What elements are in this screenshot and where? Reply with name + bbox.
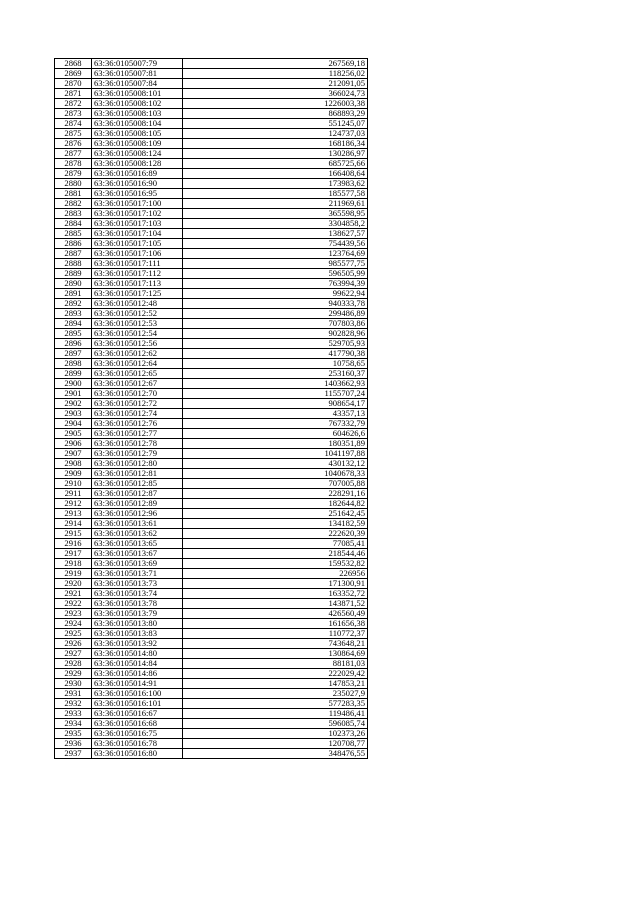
cadastral-number-cell: 63:36:0105008:109 (92, 139, 183, 149)
table-row (55, 139, 368, 149)
cadastral-number-cell: 63:36:0105012:77 (92, 429, 183, 439)
row-number-cell: 2926 (55, 639, 92, 649)
table-row (55, 319, 368, 329)
cadastral-value-cell: 3304858,2 (183, 219, 368, 229)
cadastral-value-cell: 134182,59 (183, 519, 368, 529)
cadastral-number-cell: 63:36:0105012:87 (92, 489, 183, 499)
cadastral-number-cell: 63:36:0105016:67 (92, 709, 183, 719)
row-number-cell: 2871 (55, 89, 92, 99)
cadastral-value-cell: 123764,69 (183, 249, 368, 259)
cadastral-value-cell: 228291,16 (183, 489, 368, 499)
table-row (55, 149, 368, 159)
cadastral-value-cell: 417790,38 (183, 349, 368, 359)
cadastral-value-cell: 707803,86 (183, 319, 368, 329)
row-number-cell: 2886 (55, 239, 92, 249)
table-row (55, 589, 368, 599)
row-number-cell: 2868 (55, 59, 92, 69)
row-number-cell: 2915 (55, 529, 92, 539)
cadastral-value-cell: 173983,62 (183, 179, 368, 189)
row-number-cell: 2879 (55, 169, 92, 179)
cadastral-number-cell: 63:36:0105013:67 (92, 549, 183, 559)
cadastral-value-cell: 1403662,93 (183, 379, 368, 389)
row-number-cell: 2895 (55, 329, 92, 339)
cadastral-number-cell: 63:36:0105008:104 (92, 119, 183, 129)
row-number-cell: 2912 (55, 499, 92, 509)
table-row (55, 599, 368, 609)
row-number-cell: 2872 (55, 99, 92, 109)
table-row (55, 389, 368, 399)
cadastral-number-cell: 63:36:0105007:79 (92, 59, 183, 69)
row-number-cell: 2875 (55, 129, 92, 139)
table-row (55, 619, 368, 629)
cadastral-value-cell: 1155707,24 (183, 389, 368, 399)
cadastral-value-cell: 529705,93 (183, 339, 368, 349)
cadastral-number-cell: 63:36:0105017:106 (92, 249, 183, 259)
row-number-cell: 2899 (55, 369, 92, 379)
row-number-cell: 2922 (55, 599, 92, 609)
cadastral-number-cell: 63:36:0105012:78 (92, 439, 183, 449)
cadastral-value-cell: 577283,35 (183, 699, 368, 709)
row-number-cell: 2876 (55, 139, 92, 149)
row-number-cell: 2914 (55, 519, 92, 529)
cadastral-number-cell: 63:36:0105016:95 (92, 189, 183, 199)
row-number-cell: 2902 (55, 399, 92, 409)
row-number-cell: 2887 (55, 249, 92, 259)
cadastral-value-cell: 604626,6 (183, 429, 368, 439)
cadastral-value-cell: 763994,39 (183, 279, 368, 289)
table-row (55, 519, 368, 529)
cadastral-value-cell: 267569,18 (183, 59, 368, 69)
cadastral-value-cell: 1041197,88 (183, 449, 368, 459)
row-number-cell: 2933 (55, 709, 92, 719)
cadastral-number-cell: 63:36:0105012:52 (92, 309, 183, 319)
cadastral-number-cell: 63:36:0105014:91 (92, 679, 183, 689)
cadastral-value-cell: 226956 (183, 569, 368, 579)
cadastral-number-cell: 63:36:0105013:69 (92, 559, 183, 569)
cadastral-value-cell: 211969,61 (183, 199, 368, 209)
cadastral-value-cell: 124737,03 (183, 129, 368, 139)
cadastral-number-cell: 63:36:0105017:102 (92, 209, 183, 219)
row-number-cell: 2901 (55, 389, 92, 399)
cadastral-number-cell: 63:36:0105017:112 (92, 269, 183, 279)
cadastral-value-cell: 138627,57 (183, 229, 368, 239)
table-row (55, 529, 368, 539)
cadastral-number-cell: 63:36:0105008:101 (92, 89, 183, 99)
table-row (55, 169, 368, 179)
row-number-cell: 2904 (55, 419, 92, 429)
cadastral-number-cell: 63:36:0105008:128 (92, 159, 183, 169)
cadastral-value-cell: 253160,37 (183, 369, 368, 379)
cadastral-value-cell: 99622,94 (183, 289, 368, 299)
cadastral-number-cell: 63:36:0105012:48 (92, 299, 183, 309)
table-row (55, 69, 368, 79)
cadastral-value-cell: 365598,95 (183, 209, 368, 219)
cadastral-number-cell: 63:36:0105013:71 (92, 569, 183, 579)
cadastral-value-cell: 182644,82 (183, 499, 368, 509)
table-row (55, 679, 368, 689)
row-number-cell: 2921 (55, 589, 92, 599)
cadastral-number-cell: 63:36:0105012:62 (92, 349, 183, 359)
cadastral-value-cell: 102373,26 (183, 729, 368, 739)
row-number-cell: 2874 (55, 119, 92, 129)
cadastral-number-cell: 63:36:0105016:68 (92, 719, 183, 729)
table-row (55, 509, 368, 519)
table-row (55, 309, 368, 319)
table-row (55, 269, 368, 279)
table-row (55, 159, 368, 169)
table-row (55, 479, 368, 489)
row-number-cell: 2881 (55, 189, 92, 199)
cadastral-value-cell: 143871,52 (183, 599, 368, 609)
cadastral-number-cell: 63:36:0105014:86 (92, 669, 183, 679)
cadastral-value-cell: 185577,58 (183, 189, 368, 199)
row-number-cell: 2919 (55, 569, 92, 579)
table-row (55, 439, 368, 449)
cadastral-value-cell: 908654,17 (183, 399, 368, 409)
cadastral-number-cell: 63:36:0105016:101 (92, 699, 183, 709)
row-number-cell: 2873 (55, 109, 92, 119)
cadastral-value-cell: 10758,65 (183, 359, 368, 369)
table-row (55, 239, 368, 249)
row-number-cell: 2918 (55, 559, 92, 569)
table-row (55, 539, 368, 549)
cadastral-number-cell: 63:36:0105008:102 (92, 99, 183, 109)
cadastral-value-cell: 754439,56 (183, 239, 368, 249)
cadastral-value-cell: 235027,9 (183, 689, 368, 699)
table-row (55, 89, 368, 99)
cadastral-value-cell: 1040678,33 (183, 469, 368, 479)
row-number-cell: 2910 (55, 479, 92, 489)
row-number-cell: 2896 (55, 339, 92, 349)
table-row (55, 279, 368, 289)
cadastral-value-cell: 166408,64 (183, 169, 368, 179)
table-row (55, 99, 368, 109)
table-row (55, 689, 368, 699)
cadastral-number-cell: 63:36:0105012:89 (92, 499, 183, 509)
table-row (55, 669, 368, 679)
row-number-cell: 2927 (55, 649, 92, 659)
cadastral-value-cell: 222029,42 (183, 669, 368, 679)
row-number-cell: 2889 (55, 269, 92, 279)
cadastral-number-cell: 63:36:0105012:72 (92, 399, 183, 409)
cadastral-number-cell: 63:36:0105014:80 (92, 649, 183, 659)
cadastral-value-cell: 596505,99 (183, 269, 368, 279)
table-row (55, 579, 368, 589)
cadastral-number-cell: 63:36:0105017:105 (92, 239, 183, 249)
cadastral-number-cell: 63:36:0105013:79 (92, 609, 183, 619)
row-number-cell: 2884 (55, 219, 92, 229)
cadastral-number-cell: 63:36:0105013:74 (92, 589, 183, 599)
table-row (55, 459, 368, 469)
table-row (55, 289, 368, 299)
table-row (55, 659, 368, 669)
cadastral-value-cell: 88181,03 (183, 659, 368, 669)
table-row (55, 559, 368, 569)
table-row (55, 449, 368, 459)
cadastral-value-cell: 171300,91 (183, 579, 368, 589)
cadastral-value-cell: 743648,21 (183, 639, 368, 649)
table-row (55, 629, 368, 639)
row-number-cell: 2925 (55, 629, 92, 639)
cadastral-value-cell: 218544,46 (183, 549, 368, 559)
cadastral-value-cell: 707005,88 (183, 479, 368, 489)
table-row (55, 219, 368, 229)
row-number-cell: 2882 (55, 199, 92, 209)
cadastral-number-cell: 63:36:0105016:100 (92, 689, 183, 699)
cadastral-value-cell: 551245,07 (183, 119, 368, 129)
row-number-cell: 2907 (55, 449, 92, 459)
table-row (55, 109, 368, 119)
cadastral-value-cell: 119486,41 (183, 709, 368, 719)
table-row (55, 59, 368, 69)
cadastral-number-cell: 63:36:0105012:76 (92, 419, 183, 429)
row-number-cell: 2888 (55, 259, 92, 269)
row-number-cell: 2931 (55, 689, 92, 699)
row-number-cell: 2936 (55, 739, 92, 749)
cadastral-number-cell: 63:36:0105012:80 (92, 459, 183, 469)
table-row (55, 379, 368, 389)
table-row (55, 189, 368, 199)
table-row (55, 639, 368, 649)
cadastral-value-cell: 168186,34 (183, 139, 368, 149)
row-number-cell: 2890 (55, 279, 92, 289)
row-number-cell: 2913 (55, 509, 92, 519)
cadastral-value-cell: 1226003,38 (183, 99, 368, 109)
cadastral-number-cell: 63:36:0105008:105 (92, 129, 183, 139)
row-number-cell: 2891 (55, 289, 92, 299)
row-number-cell: 2883 (55, 209, 92, 219)
cadastral-number-cell: 63:36:0105013:62 (92, 529, 183, 539)
cadastral-number-cell: 63:36:0105012:53 (92, 319, 183, 329)
cadastral-number-cell: 63:36:0105007:84 (92, 79, 183, 89)
row-number-cell: 2924 (55, 619, 92, 629)
cadastral-number-cell: 63:36:0105013:80 (92, 619, 183, 629)
table-row (55, 699, 368, 709)
cadastral-value-cell: 77085,41 (183, 539, 368, 549)
cadastral-number-cell: 63:36:0105007:81 (92, 69, 183, 79)
cadastral-number-cell: 63:36:0105013:92 (92, 639, 183, 649)
cadastral-number-cell: 63:36:0105012:85 (92, 479, 183, 489)
row-number-cell: 2911 (55, 489, 92, 499)
cadastral-number-cell: 63:36:0105013:61 (92, 519, 183, 529)
cadastral-number-cell: 63:36:0105012:70 (92, 389, 183, 399)
cadastral-number-cell: 63:36:0105017:125 (92, 289, 183, 299)
table-row (55, 229, 368, 239)
cadastral-number-cell: 63:36:0105012:54 (92, 329, 183, 339)
table-row (55, 499, 368, 509)
cadastral-number-cell: 63:36:0105013:78 (92, 599, 183, 609)
row-number-cell: 2880 (55, 179, 92, 189)
cadastral-number-cell: 63:36:0105016:89 (92, 169, 183, 179)
table-row (55, 549, 368, 559)
cadastral-number-cell: 63:36:0105017:113 (92, 279, 183, 289)
row-number-cell: 2935 (55, 729, 92, 739)
row-number-cell: 2930 (55, 679, 92, 689)
cadastral-value-cell: 222620,39 (183, 529, 368, 539)
cadastral-number-cell: 63:36:0105012:64 (92, 359, 183, 369)
cadastral-number-cell: 63:36:0105012:65 (92, 369, 183, 379)
cadastral-number-cell: 63:36:0105017:100 (92, 199, 183, 209)
cadastral-number-cell: 63:36:0105012:56 (92, 339, 183, 349)
table-row (55, 709, 368, 719)
table-row (55, 429, 368, 439)
row-number-cell: 2893 (55, 309, 92, 319)
row-number-cell: 2878 (55, 159, 92, 169)
table-row (55, 359, 368, 369)
table-row (55, 299, 368, 309)
table-row (55, 719, 368, 729)
row-number-cell: 2869 (55, 69, 92, 79)
cadastral-number-cell: 63:36:0105016:80 (92, 749, 183, 759)
cadastral-value-cell: 430132,12 (183, 459, 368, 469)
table-row (55, 749, 368, 759)
cadastral-value-cell: 348476,55 (183, 749, 368, 759)
table-row (55, 199, 368, 209)
cadastral-number-cell: 63:36:0105012:79 (92, 449, 183, 459)
table-row (55, 129, 368, 139)
table-row (55, 349, 368, 359)
table-row (55, 259, 368, 269)
row-number-cell: 2923 (55, 609, 92, 619)
cadastral-number-cell: 63:36:0105016:75 (92, 729, 183, 739)
table-row (55, 469, 368, 479)
row-number-cell: 2903 (55, 409, 92, 419)
table-row (55, 249, 368, 259)
table-row (55, 329, 368, 339)
cadastral-value-cell: 130286,97 (183, 149, 368, 159)
cadastral-value-table (54, 58, 368, 759)
row-number-cell: 2909 (55, 469, 92, 479)
cadastral-value-cell: 180351,89 (183, 439, 368, 449)
table-row (55, 419, 368, 429)
cadastral-number-cell: 63:36:0105017:103 (92, 219, 183, 229)
table-row (55, 609, 368, 619)
cadastral-value-cell: 43357,13 (183, 409, 368, 419)
row-number-cell: 2905 (55, 429, 92, 439)
table-row (55, 339, 368, 349)
row-number-cell: 2928 (55, 659, 92, 669)
cadastral-number-cell: 63:36:0105013:73 (92, 579, 183, 589)
row-number-cell: 2920 (55, 579, 92, 589)
cadastral-number-cell: 63:36:0105013:83 (92, 629, 183, 639)
table-row (55, 119, 368, 129)
row-number-cell: 2897 (55, 349, 92, 359)
row-number-cell: 2934 (55, 719, 92, 729)
cadastral-value-cell: 985577,75 (183, 259, 368, 269)
table-row (55, 649, 368, 659)
cadastral-value-cell: 130864,69 (183, 649, 368, 659)
cadastral-value-cell: 159532,82 (183, 559, 368, 569)
cadastral-number-cell: 63:36:0105013:65 (92, 539, 183, 549)
cadastral-number-cell: 63:36:0105012:96 (92, 509, 183, 519)
row-number-cell: 2908 (55, 459, 92, 469)
cadastral-number-cell: 63:36:0105012:67 (92, 379, 183, 389)
row-number-cell: 2932 (55, 699, 92, 709)
table-row (55, 79, 368, 89)
table-row (55, 569, 368, 579)
table-row (55, 739, 368, 749)
cadastral-number-cell: 63:36:0105017:104 (92, 229, 183, 239)
row-number-cell: 2917 (55, 549, 92, 559)
table-row (55, 209, 368, 219)
cadastral-value-cell: 147853,21 (183, 679, 368, 689)
row-number-cell: 2916 (55, 539, 92, 549)
table-row (55, 489, 368, 499)
cadastral-number-cell: 63:36:0105016:78 (92, 739, 183, 749)
cadastral-value-cell: 902828,96 (183, 329, 368, 339)
cadastral-number-cell: 63:36:0105012:81 (92, 469, 183, 479)
row-number-cell: 2885 (55, 229, 92, 239)
table-row (55, 369, 368, 379)
row-number-cell: 2892 (55, 299, 92, 309)
cadastral-value-cell: 110772,37 (183, 629, 368, 639)
row-number-cell: 2894 (55, 319, 92, 329)
row-number-cell: 2900 (55, 379, 92, 389)
row-number-cell: 2929 (55, 669, 92, 679)
cadastral-value-cell: 299486,89 (183, 309, 368, 319)
row-number-cell: 2870 (55, 79, 92, 89)
cadastral-value-cell: 767332,79 (183, 419, 368, 429)
cadastral-value-cell: 120708,77 (183, 739, 368, 749)
table-row (55, 179, 368, 189)
row-number-cell: 2877 (55, 149, 92, 159)
cadastral-number-cell: 63:36:0105012:74 (92, 409, 183, 419)
cadastral-value-cell: 940333,78 (183, 299, 368, 309)
cadastral-value-cell: 596085,74 (183, 719, 368, 729)
cadastral-number-cell: 63:36:0105016:90 (92, 179, 183, 189)
cadastral-number-cell: 63:36:0105014:84 (92, 659, 183, 669)
table-row (55, 399, 368, 409)
table-body (55, 59, 368, 759)
cadastral-value-cell: 118256,02 (183, 69, 368, 79)
cadastral-value-cell: 212091,05 (183, 79, 368, 89)
cadastral-value-cell: 868893,29 (183, 109, 368, 119)
cadastral-value-cell: 163352,72 (183, 589, 368, 599)
table-row (55, 729, 368, 739)
cadastral-value-cell: 251642,45 (183, 509, 368, 519)
row-number-cell: 2906 (55, 439, 92, 449)
cadastral-number-cell: 63:36:0105008:124 (92, 149, 183, 159)
row-number-cell: 2937 (55, 749, 92, 759)
cadastral-number-cell: 63:36:0105008:103 (92, 109, 183, 119)
cadastral-number-cell: 63:36:0105017:111 (92, 259, 183, 269)
cadastral-value-cell: 426560,49 (183, 609, 368, 619)
cadastral-value-cell: 685725,66 (183, 159, 368, 169)
row-number-cell: 2898 (55, 359, 92, 369)
cadastral-value-cell: 366024,73 (183, 89, 368, 99)
table-row (55, 409, 368, 419)
cadastral-value-cell: 161656,38 (183, 619, 368, 629)
